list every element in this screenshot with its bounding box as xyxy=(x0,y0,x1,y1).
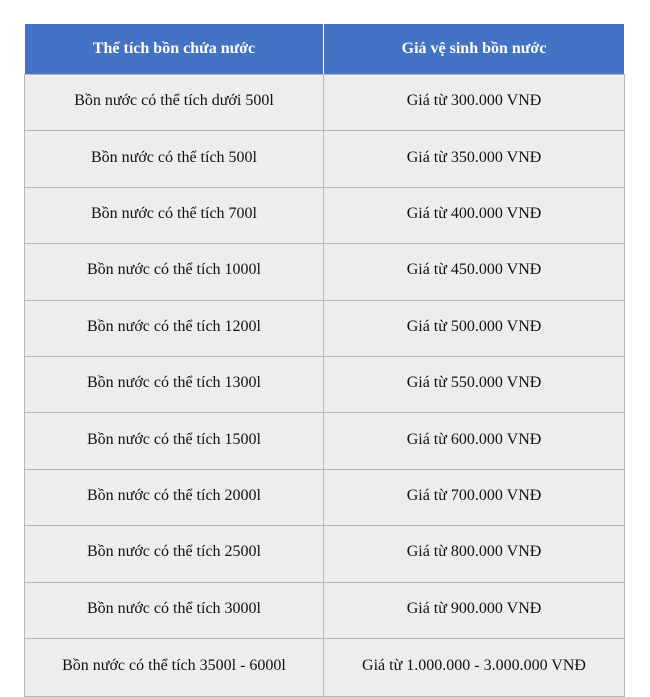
table-header-row xyxy=(25,24,625,75)
table-row xyxy=(25,582,625,638)
table-row xyxy=(25,187,625,243)
tank-volume-cell: Bồn nước có thể tích 1500l xyxy=(25,413,324,469)
price-cell: Giá từ 450.000 VNĐ xyxy=(324,244,625,300)
tank-volume-cell: Bồn nước có thể tích 3500l - 6000l xyxy=(25,638,324,696)
price-cell: Giá từ 550.000 VNĐ xyxy=(324,356,625,412)
price-table-container xyxy=(24,23,624,697)
tank-volume-cell: Bồn nước có thể tích 700l xyxy=(25,187,324,243)
price-cell: Giá từ 400.000 VNĐ xyxy=(324,187,625,243)
price-cell: Giá từ 500.000 VNĐ xyxy=(324,300,625,356)
table-row xyxy=(25,244,625,300)
table-row xyxy=(25,638,625,696)
price-cell: Giá từ 900.000 VNĐ xyxy=(324,582,625,638)
tank-volume-cell: Bồn nước có thể tích 2000l xyxy=(25,469,324,525)
price-cell: Giá từ 800.000 VNĐ xyxy=(324,526,625,582)
table-row xyxy=(25,469,625,525)
table-row xyxy=(25,75,625,131)
tank-volume-cell: Bồn nước có thể tích 500l xyxy=(25,131,324,187)
price-cell: Giá từ 700.000 VNĐ xyxy=(324,469,625,525)
tank-volume-cell: Bồn nước có thể tích 2500l xyxy=(25,526,324,582)
header-cleaning-price: Giá vệ sinh bồn nước xyxy=(324,24,625,75)
price-cell: Giá từ 300.000 VNĐ xyxy=(324,75,625,131)
price-cell: Giá từ 1.000.000 - 3.000.000 VNĐ xyxy=(324,638,625,696)
table-row xyxy=(25,526,625,582)
table-row xyxy=(25,300,625,356)
tank-volume-cell: Bồn nước có thể tích 3000l xyxy=(25,582,324,638)
price-cell: Giá từ 350.000 VNĐ xyxy=(324,131,625,187)
table-row xyxy=(25,356,625,412)
tank-volume-cell: Bồn nước có thể tích 1200l xyxy=(25,300,324,356)
tank-volume-cell: Bồn nước có thể tích dưới 500l xyxy=(25,75,324,131)
price-cell: Giá từ 600.000 VNĐ xyxy=(324,413,625,469)
price-table xyxy=(24,23,625,697)
table-row xyxy=(25,413,625,469)
tank-volume-cell: Bồn nước có thể tích 1300l xyxy=(25,356,324,412)
table-row xyxy=(25,131,625,187)
header-tank-volume: Thể tích bồn chứa nước xyxy=(25,24,324,75)
tank-volume-cell: Bồn nước có thể tích 1000l xyxy=(25,244,324,300)
